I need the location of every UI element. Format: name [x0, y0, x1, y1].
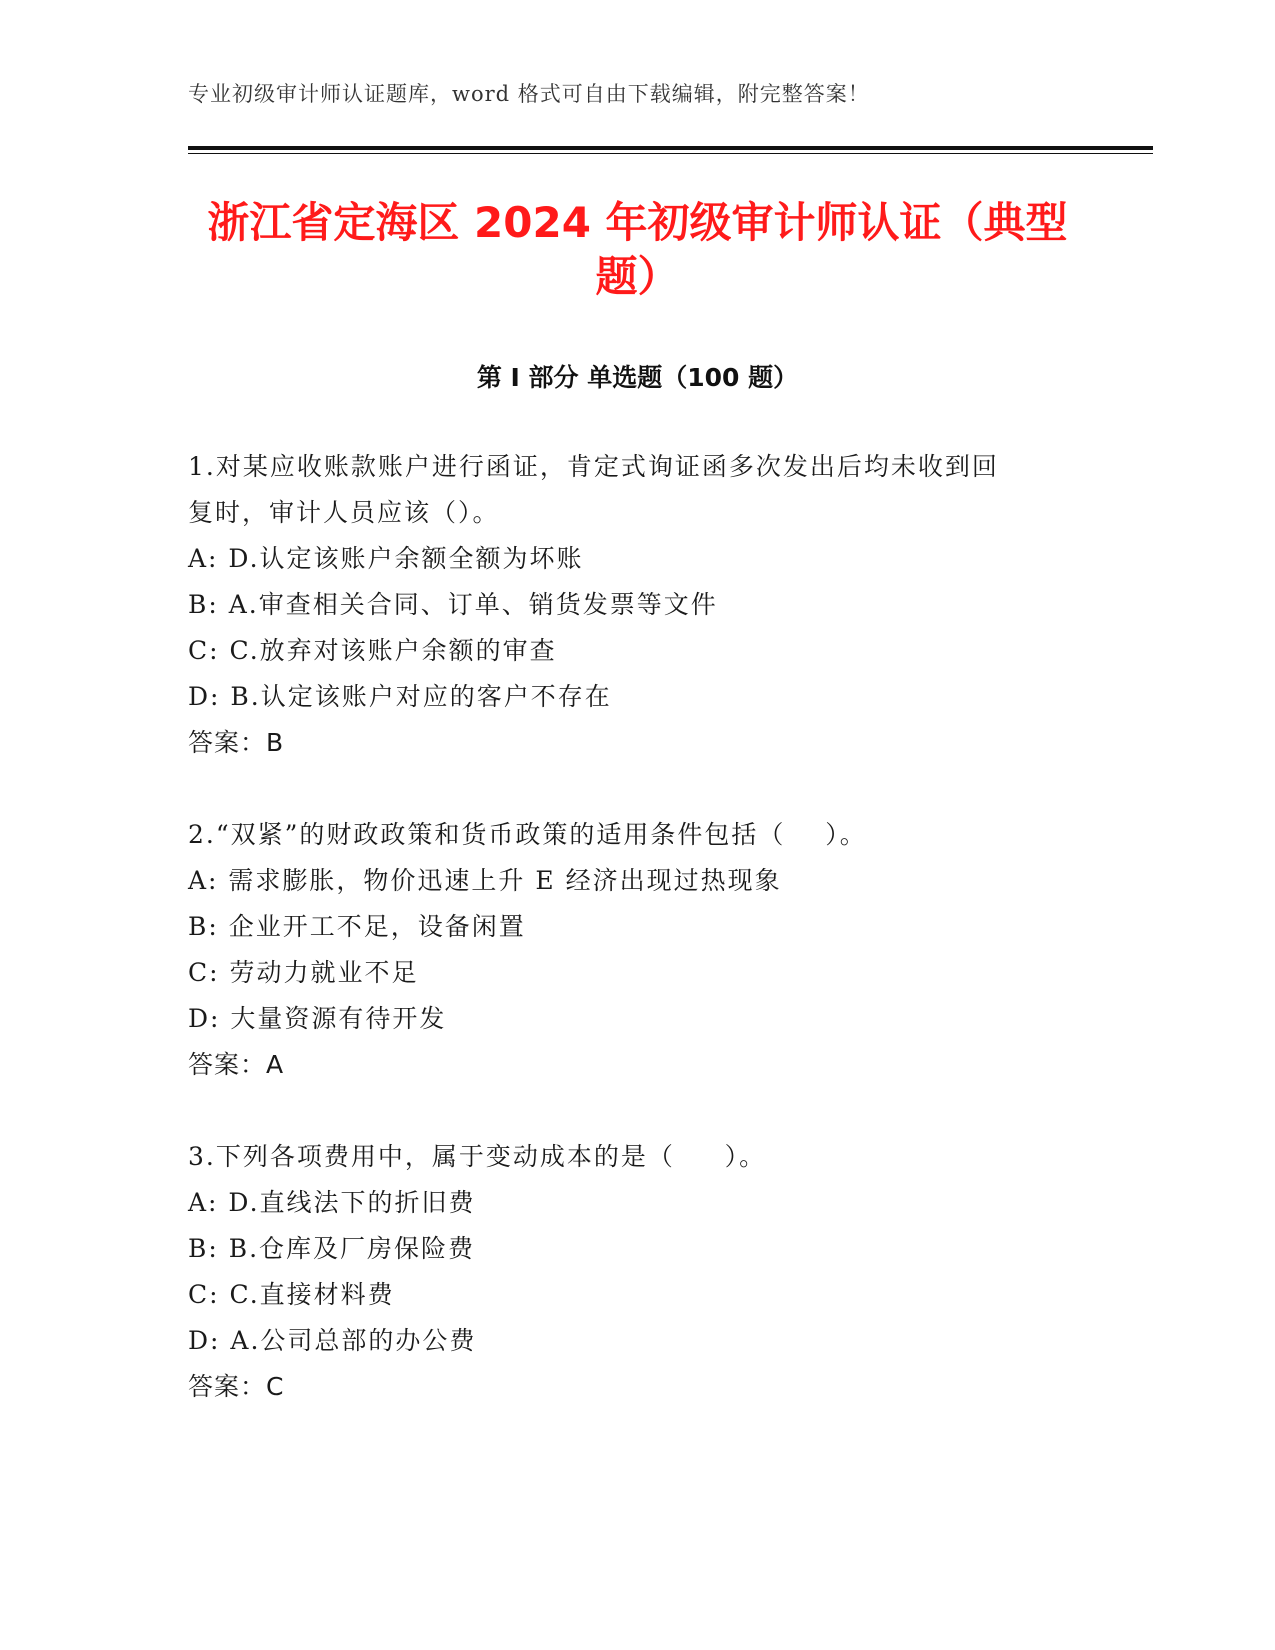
answer-line: 答案：B — [188, 728, 285, 757]
header-rule-thick — [188, 146, 1153, 150]
document-title-line2: 题） — [595, 252, 680, 301]
option-b: B: 企业开工不足，设备闲置 — [188, 912, 526, 941]
option-d: D: A.公司总部的办公费 — [188, 1326, 477, 1355]
section-title: 第 I 部分 单选题（100 题） — [476, 363, 799, 392]
answer-line: 答案：C — [188, 1372, 285, 1401]
document-title — [170, 196, 1105, 304]
answer-line: 答案：A — [188, 1050, 285, 1079]
question-1 — [188, 444, 1088, 766]
question-3 — [188, 1134, 1088, 1410]
question-2 — [188, 812, 1088, 1088]
question-stem: 3.下列各项费用中，属于变动成本的是（ ）。 — [188, 1142, 767, 1171]
option-c: C: 劳动力就业不足 — [188, 958, 419, 987]
option-a: A: D.认定该账户余额全额为坏账 — [188, 544, 584, 573]
question-stem: 1.对某应收账款账户进行函证，肯定式询证函多次发出后均未收到回 — [188, 452, 999, 481]
option-c: C: C.直接材料费 — [188, 1280, 395, 1309]
question-list — [188, 444, 1088, 1456]
question-stem-continued: 复时，审计人员应该（）。 — [188, 498, 500, 527]
option-a: A: 需求膨胀，物价迅速上升 E 经济出现过热现象 — [188, 866, 782, 895]
option-a: A: D.直线法下的折旧费 — [188, 1188, 476, 1217]
header-note: 专业初级审计师认证题库，word 格式可自由下载编辑，附完整答案！ — [188, 82, 870, 106]
header-rule-thin — [188, 153, 1153, 154]
option-b: B: B.仓库及厂房保险费 — [188, 1234, 476, 1263]
option-b: B: A.审查相关合同、订单、销货发票等文件 — [188, 590, 718, 619]
question-stem: 2.“双紧”的财政政策和货币政策的适用条件包括（ ）。 — [188, 820, 867, 849]
option-d: D: B.认定该账户对应的客户不存在 — [188, 682, 612, 711]
option-d: D: 大量资源有待开发 — [188, 1004, 447, 1033]
document-title-line1: 浙江省定海区 2024 年初级审计师认证（典型 — [207, 198, 1068, 247]
option-c: C: C.放弃对该账户余额的审查 — [188, 636, 557, 665]
